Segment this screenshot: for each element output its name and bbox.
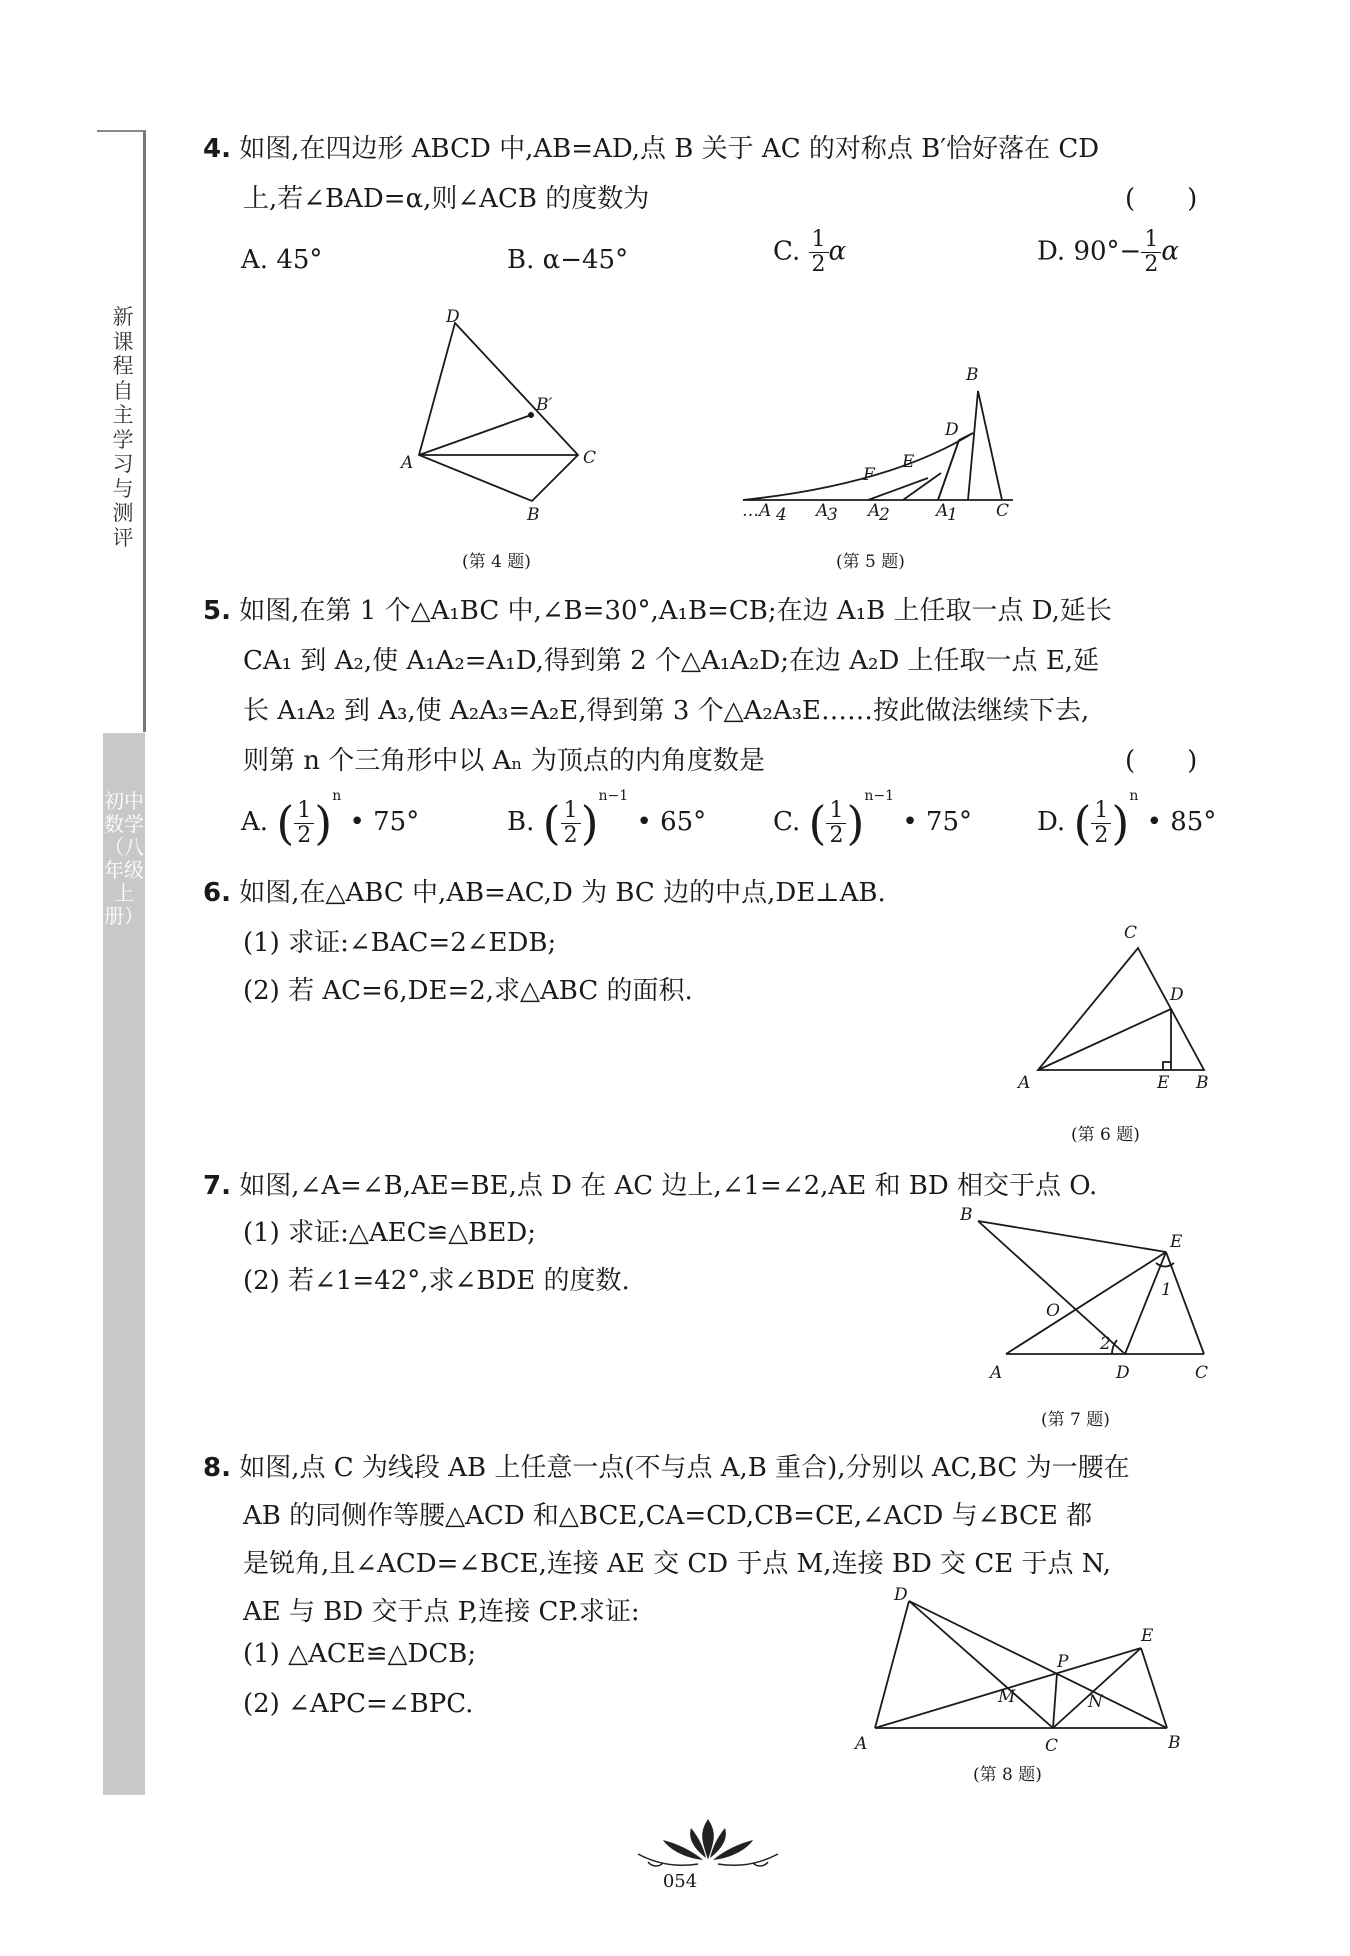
q8-line1: 8. 如图,点 C 为线段 AB 上任意一点(不与点 A,B 重合),分别以 AC,BC 为一腰在 bbox=[203, 1453, 1130, 1483]
q7-label-e: E bbox=[1170, 1232, 1183, 1252]
q5-option-d: D. ( $\frac{1}{2})^n$ • 85° bbox=[1037, 788, 1217, 850]
q4-option-b: B. α−45° bbox=[507, 245, 629, 275]
q5-label-a2: A bbox=[868, 501, 881, 521]
q4-answer-paren: ( ) bbox=[1125, 184, 1198, 214]
q7-label-angle-2: 2 bbox=[1100, 1334, 1111, 1354]
sidebar-series-title: 新课程自主学习与测评 bbox=[112, 305, 134, 550]
q7-part1: (1) 求证:△AEC≌△BED; bbox=[243, 1218, 536, 1248]
svg-text:3: 3 bbox=[827, 505, 838, 525]
q4-option-d: D. 90°− $\frac{1}{2}\alpha$ bbox=[1037, 227, 1179, 277]
q4-label-d: D bbox=[446, 307, 460, 327]
q7-label-a: A bbox=[990, 1363, 1003, 1383]
q4-figure-caption: (第 4 题) bbox=[462, 552, 531, 572]
q5-line2: CA₁ 到 A₂,使 A₁A₂=A₁D,得到第 2 个△A₁A₂D;在边 A₂D 上任取一点 E,延 bbox=[243, 646, 1100, 676]
q5-label-a1: A bbox=[936, 501, 949, 521]
q7-part2: (2) 若∠1=42°,求∠BDE 的度数. bbox=[243, 1266, 630, 1296]
q4-label-c: C bbox=[583, 448, 597, 468]
q4-option-a: A. 45° bbox=[241, 245, 323, 275]
q8-label-a: A bbox=[855, 1734, 868, 1754]
q4-label-b: B bbox=[527, 505, 540, 525]
q8-label-p: P bbox=[1057, 1652, 1069, 1672]
q8-line3: 是锐角,且∠ACD=∠BCE,连接 AE 交 CD 于点 M,连接 BD 交 CE 于点 N, bbox=[243, 1549, 1112, 1579]
q5-label-f: F bbox=[863, 465, 875, 485]
q4-segment-ab-prime bbox=[419, 415, 531, 455]
q5-label-b: B bbox=[966, 365, 979, 385]
q4-label-b-prime: B′ bbox=[536, 395, 553, 415]
q5-segment-a3e bbox=[903, 473, 941, 500]
q5-label-d: D bbox=[945, 420, 959, 440]
floral-ornament-icon bbox=[633, 1818, 783, 1873]
q5-line1: 5. 如图,在第 1 个△A₁BC 中,∠B=30°,A₁B=CB;在边 A₁B 上任取一点 D,延长 bbox=[203, 596, 1112, 626]
q8-label-b: B bbox=[1168, 1733, 1181, 1753]
q7-label-b: B bbox=[960, 1205, 973, 1225]
page-number: 054 bbox=[662, 1871, 698, 1892]
q6-part1: (1) 求证:∠BAC=2∠EDB; bbox=[243, 928, 557, 958]
q8-segment-dc bbox=[909, 1601, 1053, 1728]
q7-segment-ec bbox=[1166, 1252, 1204, 1354]
q5-figure bbox=[738, 360, 1018, 535]
q8-part1: (1) △ACE≌△DCB; bbox=[243, 1639, 477, 1669]
q8-part2: (2) ∠APC=∠BPC. bbox=[243, 1689, 474, 1719]
q8-line4: AE 与 BD 交于点 P,连接 CP.求证: bbox=[243, 1597, 640, 1627]
q8-label-c: C bbox=[1045, 1736, 1059, 1756]
q5-answer-paren: ( ) bbox=[1125, 746, 1198, 776]
q5-label-a3: A bbox=[816, 501, 829, 521]
q8-segment-db bbox=[909, 1601, 1167, 1728]
q6-part2: (2) 若 AC=6,DE=2,求△ABC 的面积. bbox=[243, 976, 693, 1006]
q6-figure-caption: (第 6 题) bbox=[1071, 1125, 1140, 1145]
q8-figure bbox=[845, 1585, 1195, 1785]
q8-segment-cp bbox=[1053, 1673, 1057, 1728]
q4-figure bbox=[390, 307, 620, 540]
q7-label-d: D bbox=[1116, 1363, 1130, 1383]
q7-figure-caption: (第 7 题) bbox=[1041, 1410, 1110, 1430]
q7-label-angle-1: 1 bbox=[1161, 1280, 1172, 1300]
q5-option-c: C. ( $\frac{1}{2})^{n-1}$ • 75° bbox=[773, 788, 973, 850]
q7-line1: 7. 如图,∠A=∠B,AE=BE,点 D 在 AC 边上,∠1=∠2,AE 和 BD 相交于点 O. bbox=[203, 1171, 1098, 1201]
q8-label-m: M bbox=[998, 1687, 1016, 1707]
q7-segment-ed bbox=[1125, 1252, 1166, 1354]
q5-line4: 则第 n 个三角形中以 Aₙ 为顶点的内角度数是 bbox=[243, 746, 765, 776]
q7-figure bbox=[950, 1200, 1220, 1390]
q5-option-a: A. ( $\frac{1}{2})^n$ • 75° bbox=[241, 788, 420, 850]
svg-text:2: 2 bbox=[879, 505, 890, 525]
q4-line2: 上,若∠BAD=α,则∠ACB 的度数为 bbox=[243, 184, 650, 214]
q8-label-n: N bbox=[1088, 1692, 1103, 1712]
q5-curve bbox=[743, 433, 973, 500]
q5-label-a4: …A bbox=[742, 501, 772, 521]
q8-figure-caption: (第 8 题) bbox=[973, 1765, 1042, 1785]
q7-label-c: C bbox=[1195, 1363, 1209, 1383]
q8-line2: AB 的同侧作等腰△ACD 和△BCE,CA=CD,CB=CE,∠ACD 与∠BCE 都 bbox=[243, 1501, 1093, 1531]
sidebar-subject-label: 初中数学（八年级上册） bbox=[104, 789, 144, 928]
q8-segment-eb bbox=[1141, 1648, 1167, 1728]
q5-label-c: C bbox=[996, 501, 1010, 521]
q6-median-ad bbox=[1038, 1009, 1171, 1070]
q4-line1: 4. 如图,在四边形 ABCD 中,AB=AD,点 B 关于 AC 的对称点 B′恰好落在 CD bbox=[203, 134, 1100, 164]
q6-label-e: E bbox=[1157, 1073, 1170, 1093]
q7-label-o: O bbox=[1046, 1301, 1060, 1321]
q6-label-a: A bbox=[1018, 1073, 1031, 1093]
q6-label-b: B bbox=[1196, 1073, 1209, 1093]
q6-line1: 6. 如图,在△ABC 中,AB=AC,D 为 BC 边的中点,DE⊥AB. bbox=[203, 878, 886, 908]
q5-option-b: B. ( $\frac{1}{2})^{n-1}$ • 65° bbox=[507, 788, 707, 850]
q6-figure bbox=[1010, 910, 1230, 1100]
q4-point-b-prime bbox=[528, 412, 534, 418]
q6-right-angle-mark bbox=[1163, 1062, 1171, 1070]
q4-option-c: C. $\frac{1}{2}\alpha$ bbox=[773, 227, 847, 277]
q8-segment-ad bbox=[875, 1601, 909, 1728]
q6-triangle-abc bbox=[1038, 948, 1204, 1070]
q5-triangle-1 bbox=[968, 391, 1002, 500]
svg-text:1: 1 bbox=[947, 505, 958, 525]
q4-quadrilateral bbox=[419, 323, 578, 501]
q4-label-a: A bbox=[401, 453, 414, 473]
svg-text:4: 4 bbox=[776, 505, 787, 525]
q6-label-c: C bbox=[1124, 923, 1138, 943]
q8-label-e: E bbox=[1141, 1626, 1154, 1646]
q8-label-d: D bbox=[894, 1585, 908, 1605]
q5-line3: 长 A₁A₂ 到 A₃,使 A₂A₃=A₂E,得到第 3 个△A₂A₃E……按此做法继续下去, bbox=[243, 696, 1090, 726]
q5-figure-caption: (第 5 题) bbox=[836, 552, 905, 572]
q6-label-d: D bbox=[1170, 985, 1184, 1005]
q5-label-e: E bbox=[902, 452, 915, 472]
